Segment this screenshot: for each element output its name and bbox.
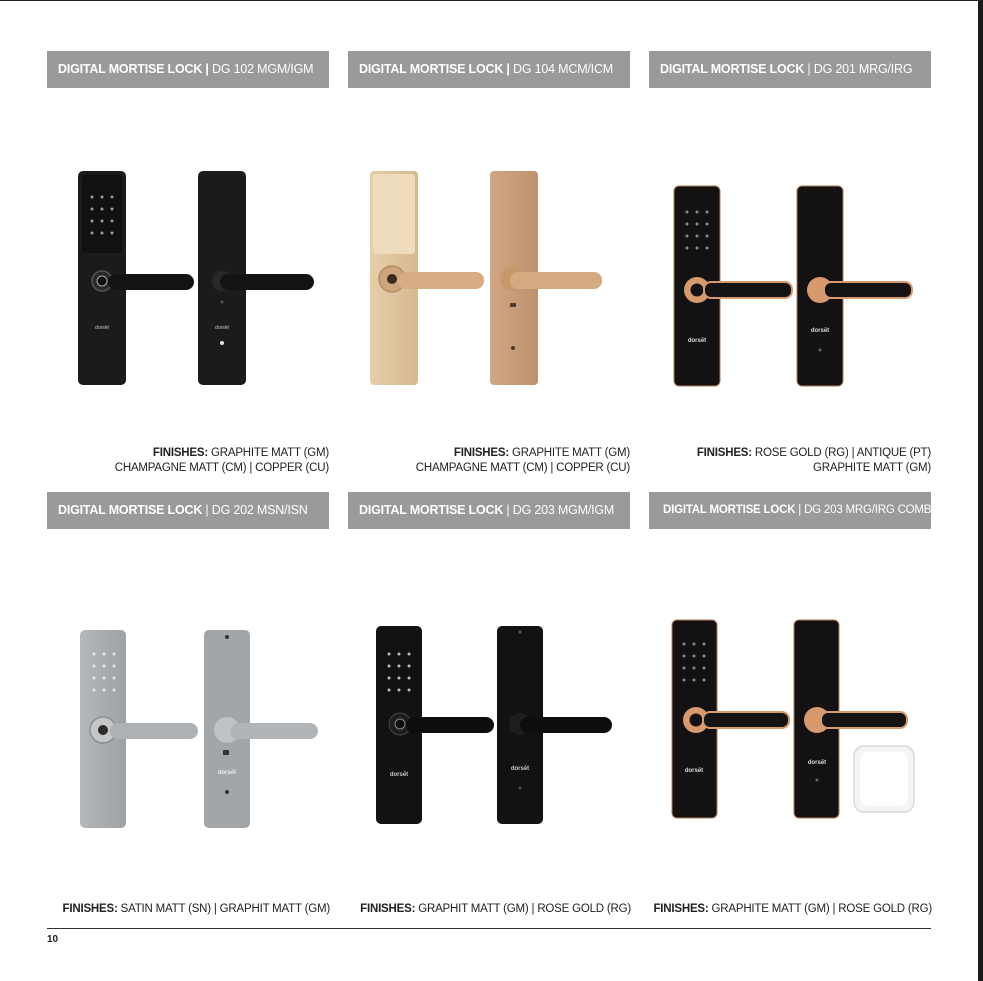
header-title: DIGITAL MORTISE LOCK <box>58 62 203 76</box>
product-header-6: DIGITAL MORTISE LOCK | DG 203 MRG/IRG COMBO <box>649 492 931 529</box>
product-image-dg203-combo <box>664 612 924 827</box>
header-model: DG 203 MGM/IGM <box>512 503 615 517</box>
finishes-text-4: FINISHES: SATIN MATT (SN) | GRAPHIT MATT (GM) <box>62 903 330 915</box>
product-header-1: DIGITAL MORTISE LOCK | DG 102 MGM/IGM <box>47 51 329 88</box>
header-model: DG 201 MRG/IRG <box>813 62 913 76</box>
page-number: 10 <box>47 934 59 945</box>
product-image-dg203 <box>368 618 628 833</box>
svg-text:dorsēt: dorsēt <box>684 768 704 774</box>
header-model: DG 202 MSN/ISN <box>211 503 308 517</box>
product-header-5: DIGITAL MORTISE LOCK | DG 203 MGM/IGM <box>348 492 630 529</box>
header-title: DIGITAL MORTISE LOCK <box>58 503 203 517</box>
product-header-3: DIGITAL MORTISE LOCK | DG 201 MRG/IRG <box>649 51 931 88</box>
finishes-label: FINISHES: <box>453 447 509 459</box>
finishes-text-6: FINISHES: GRAPHITE MATT (GM) | ROSE GOLD (RG) <box>653 903 932 915</box>
finishes-label: FINISHES: <box>152 447 208 459</box>
product-image-dg102 <box>70 165 330 395</box>
header-title: DIGITAL MORTISE LOCK <box>359 503 504 517</box>
page-border-right <box>978 0 983 981</box>
header-model: DG 203 MRG/IRG COMBO <box>804 504 941 516</box>
finishes-label: FINISHES: <box>62 903 118 915</box>
header-model: DG 102 MGM/IGM <box>212 62 314 76</box>
header-model: DG 104 MCM/ICM <box>513 62 613 76</box>
finishes-text-1: FINISHES: GRAPHITE MATT (GM) CHAMPAGNE MATT (CM) | COPPER (CU) <box>114 447 329 474</box>
product-header-4: DIGITAL MORTISE LOCK | DG 202 MSN/ISN <box>47 492 329 529</box>
header-title: DIGITAL MORTISE LOCK <box>663 504 796 516</box>
svg-text:dorsēt: dorsēt <box>810 328 830 334</box>
svg-text:dorsēt: dorsēt <box>389 772 409 778</box>
finishes-text-2: FINISHES: GRAPHITE MATT (GM) CHAMPAGNE MATT (CM) | COPPER (CU) <box>415 447 630 474</box>
product-image-dg201 <box>664 180 924 395</box>
finishes-label: FINISHES: <box>696 447 752 459</box>
header-title: DIGITAL MORTISE LOCK <box>359 62 504 76</box>
svg-text:dorsēt: dorsēt <box>510 766 530 772</box>
product-header-2: DIGITAL MORTISE LOCK | DG 104 MCM/ICM <box>348 51 630 88</box>
svg-text:dorsēt: dorsēt <box>807 760 827 766</box>
header-title: DIGITAL MORTISE LOCK <box>660 62 805 76</box>
svg-text:dorsēt: dorsēt <box>217 770 237 776</box>
product-image-dg104 <box>362 165 622 395</box>
finishes-label: FINISHES: <box>360 903 416 915</box>
brand-logo: dorsēt <box>95 325 109 331</box>
page-border-top <box>0 0 980 1</box>
svg-text:dorsēt: dorsēt <box>687 338 707 344</box>
footer-divider <box>47 928 931 929</box>
product-image-dg202 <box>72 622 332 837</box>
finishes-text-3: FINISHES: ROSE GOLD (RG) | ANTIQUE (PT) GRAPHITE MATT (GM) <box>696 447 931 474</box>
finishes-text-5: FINISHES: GRAPHIT MATT (GM) | ROSE GOLD (RG) <box>360 903 631 915</box>
svg-text:dorsēt: dorsēt <box>215 325 229 331</box>
finishes-label: FINISHES: <box>653 903 709 915</box>
